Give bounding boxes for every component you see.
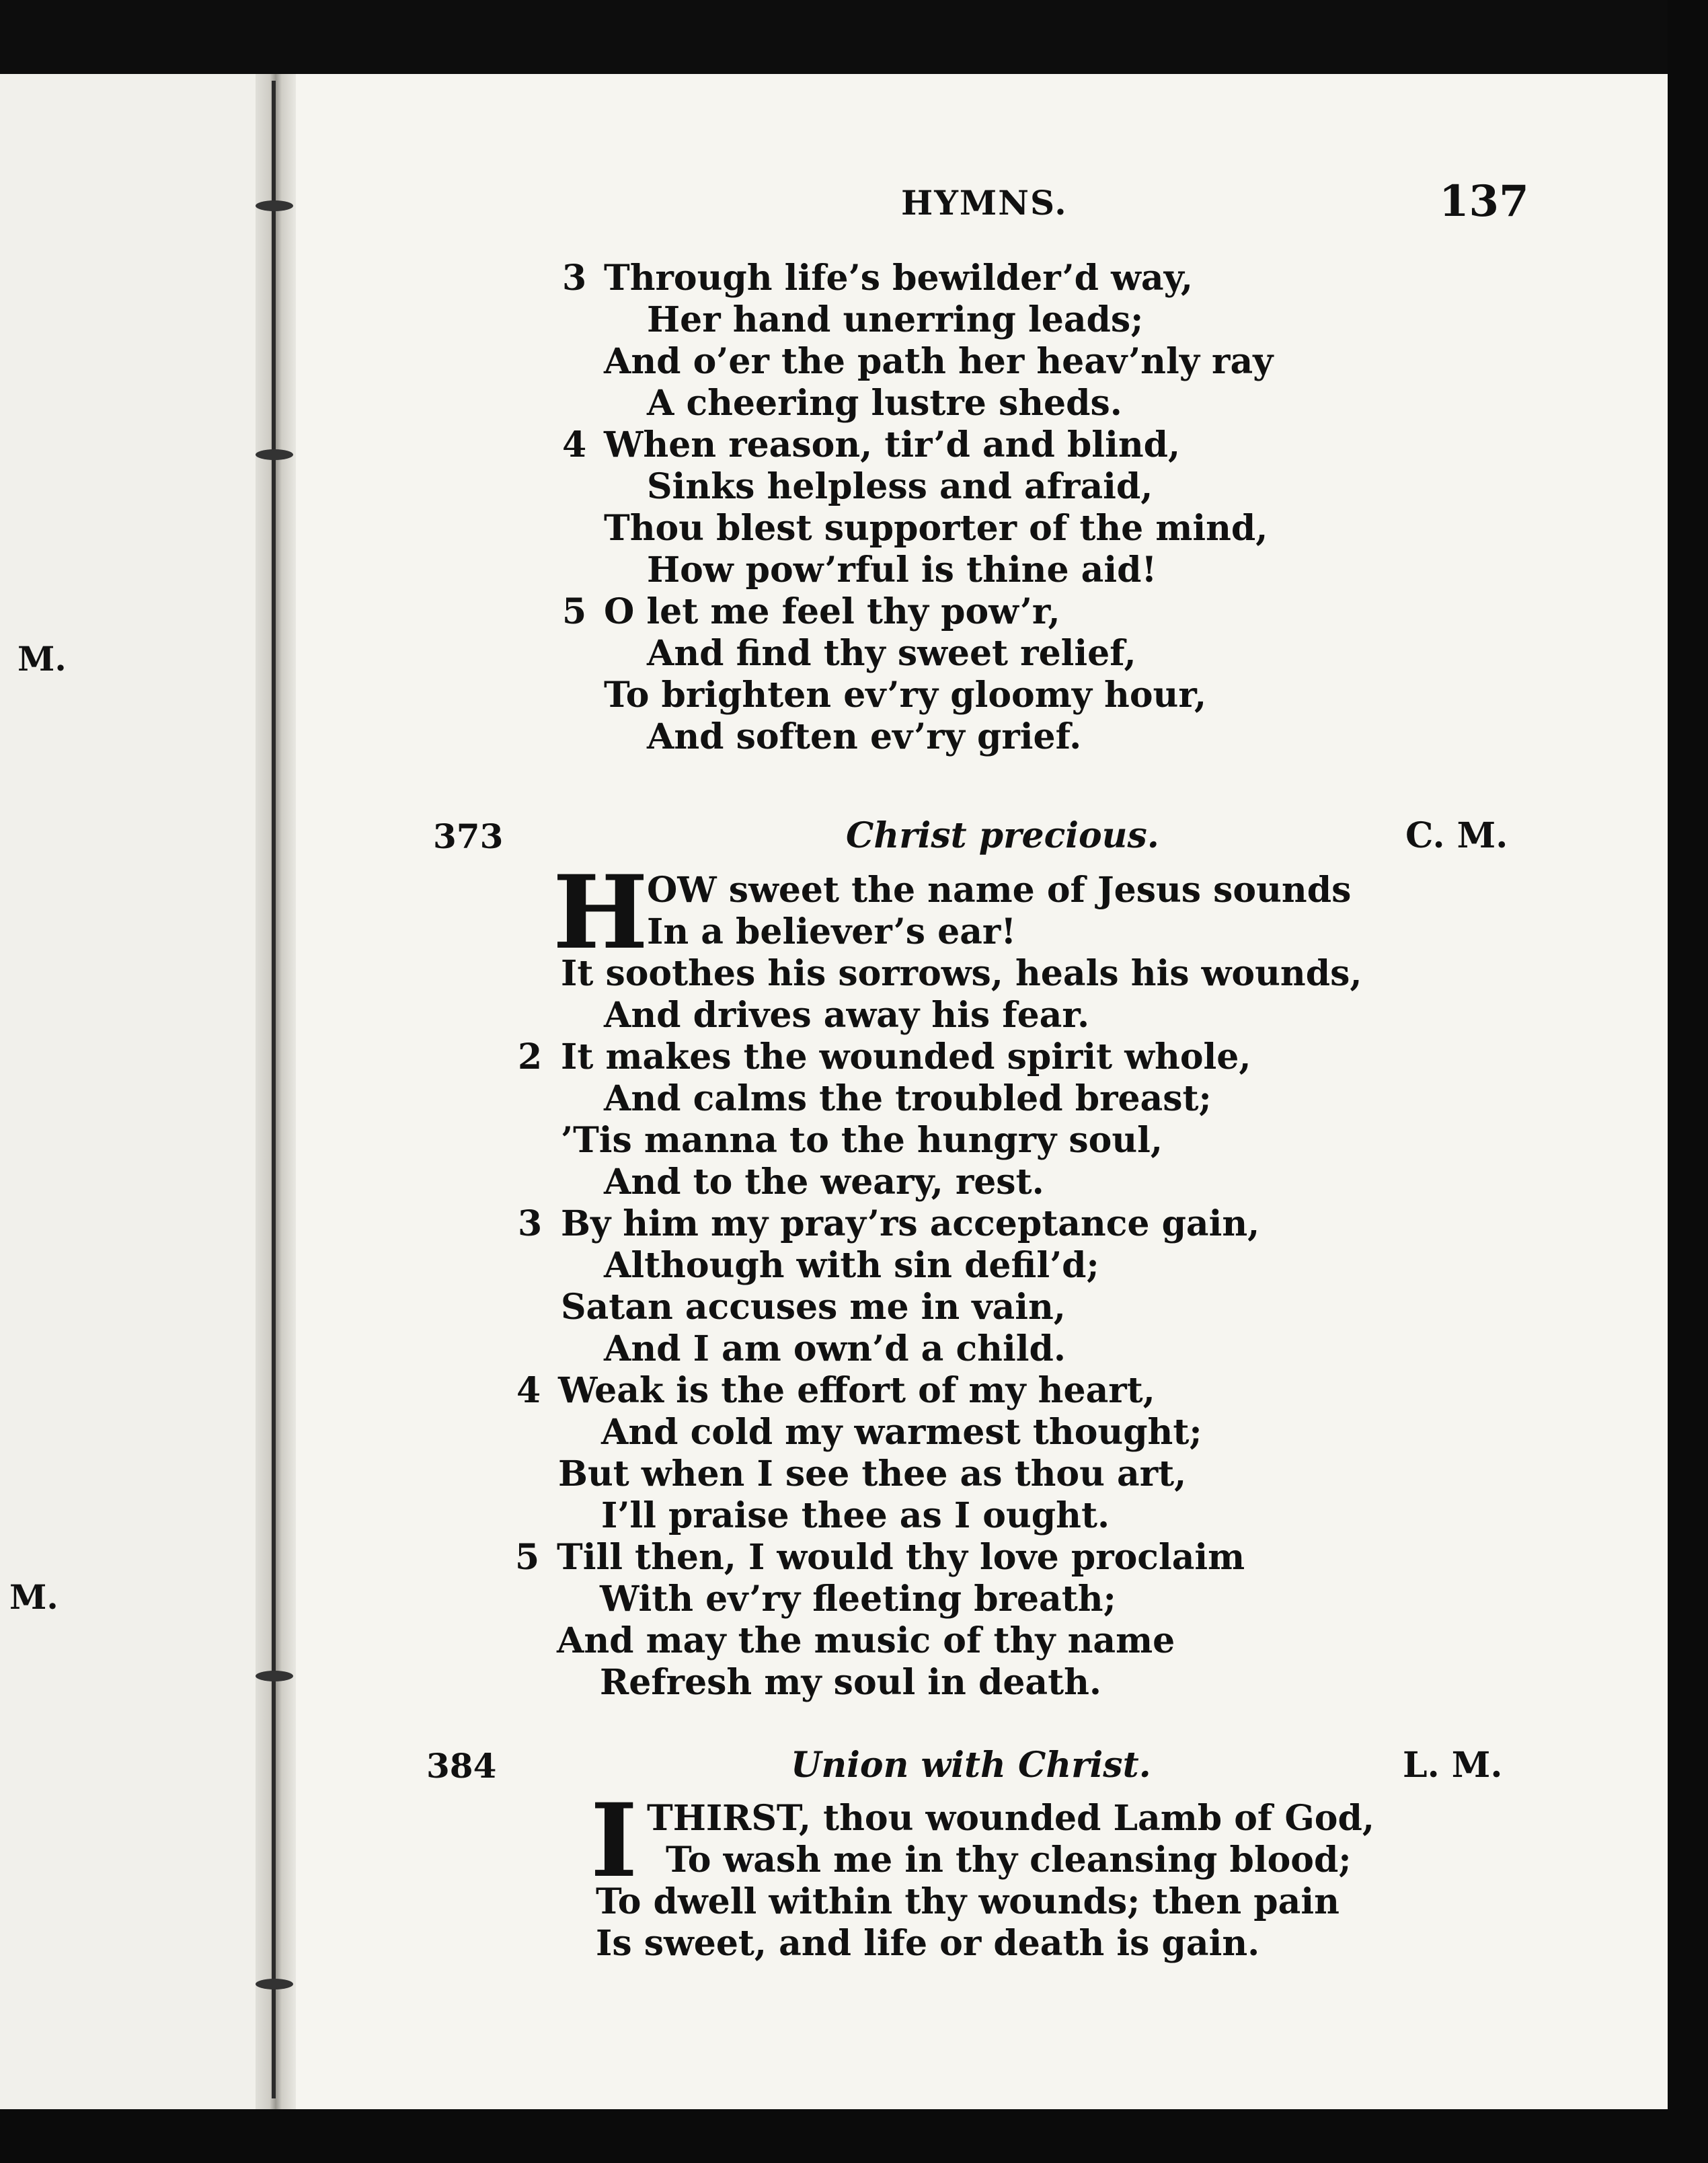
hymn-line: It soothes his sorrows, heals his wounds, [561, 953, 1362, 994]
hymn-line: OW sweet the name of Jesus sounds [647, 870, 1352, 911]
hymn-line: How pow’rful is thine aid! [647, 549, 1157, 591]
verse-number: 5 [562, 591, 587, 632]
running-header: HYMNS. [901, 183, 1068, 223]
hymn-line: When reason, tir’d and blind, [604, 424, 1181, 465]
hymn-meter: C. M. [1405, 815, 1508, 856]
hymn-line: Satan accuses me in vain, [561, 1287, 1066, 1328]
hymn-line: Is sweet, and life or death is gain. [596, 1923, 1260, 1964]
verse-number: 4 [516, 1370, 541, 1411]
scan-border-top [0, 0, 1708, 74]
hymn-line: To dwell within thy wounds; then pain [596, 1881, 1340, 1922]
hymn-title: Union with Christ. [791, 1745, 1151, 1786]
binding-gutter [256, 74, 296, 2109]
hymn-line: With ev’ry fleeting breath; [600, 1579, 1116, 1620]
hymn-line: And drives away his fear. [604, 995, 1090, 1036]
drop-cap: I [590, 1782, 638, 1900]
hymn-title: Christ precious. [846, 815, 1159, 856]
hymn-line: O let me feel thy pow’r, [604, 591, 1060, 632]
hymn-meter: L. M. [1403, 1745, 1503, 1786]
hymn-number: 384 [426, 1746, 497, 1786]
hymn-line: And I am own’d a child. [604, 1328, 1066, 1369]
hymn-line: And cold my warmest thought; [601, 1412, 1202, 1453]
scan-border-right [1668, 0, 1708, 2163]
scan-border-bottom [0, 2109, 1708, 2163]
hymn-line: Refresh my soul in death. [600, 1662, 1102, 1703]
hymn-line: It makes the wounded spirit whole, [561, 1036, 1251, 1077]
left-page-meter-2: M. [9, 1577, 59, 1617]
binding-knot [256, 449, 293, 460]
hymn-line: THIRST, thou wounded Lamb of God, [647, 1798, 1374, 1839]
binding-knot [256, 1979, 293, 1989]
page-number: 137 [1439, 176, 1529, 227]
hymn-line: Although with sin defil’d; [604, 1245, 1099, 1286]
drop-cap: H [553, 853, 648, 972]
verse-number: 3 [562, 258, 587, 299]
binding-thread [272, 81, 276, 2098]
verse-number: 5 [515, 1537, 540, 1578]
hymn-line: Sinks helpless and afraid, [647, 466, 1153, 507]
hymn-line: To wash me in thy cleansing blood; [666, 1839, 1352, 1881]
binding-knot [256, 200, 293, 211]
verse-number: 3 [518, 1203, 543, 1244]
hymn-line: And to the weary, rest. [604, 1162, 1044, 1203]
hymn-line: And o’er the path her heav’nly ray [604, 341, 1274, 382]
verse-number: 4 [562, 424, 587, 465]
hymn-line: Her hand unerring leads; [647, 299, 1144, 340]
hymn-line: By him my pray’rs acceptance gain, [561, 1203, 1260, 1244]
left-page [0, 74, 256, 2109]
hymn-number: 373 [433, 817, 504, 856]
hymn-line: Through life’s bewilder’d way, [604, 258, 1193, 299]
left-page-meter-1: M. [17, 639, 67, 679]
binding-knot [256, 1671, 293, 1681]
hymn-line: But when I see thee as thou art, [558, 1453, 1187, 1494]
hymn-line: Thou blest supporter of the mind, [604, 508, 1268, 549]
hymn-line: ’Tis manna to the hungry soul, [561, 1120, 1163, 1161]
hymn-line: And find thy sweet relief, [647, 633, 1136, 674]
hymn-line: In a believer’s ear! [647, 911, 1017, 952]
hymn-line: Till then, I would thy love proclaim [557, 1537, 1245, 1578]
hymn-line: To brighten ev’ry gloomy hour, [604, 675, 1207, 716]
hymn-line: And soften ev’ry grief. [647, 716, 1082, 757]
hymn-line: And calms the troubled breast; [604, 1078, 1212, 1119]
verse-number: 2 [518, 1036, 543, 1077]
hymn-line: A cheering lustre sheds. [647, 383, 1122, 424]
hymn-line: I’ll praise thee as I ought. [601, 1495, 1110, 1536]
hymn-line: And may the music of thy name [557, 1620, 1175, 1661]
hymn-line: Weak is the effort of my heart, [558, 1370, 1155, 1411]
